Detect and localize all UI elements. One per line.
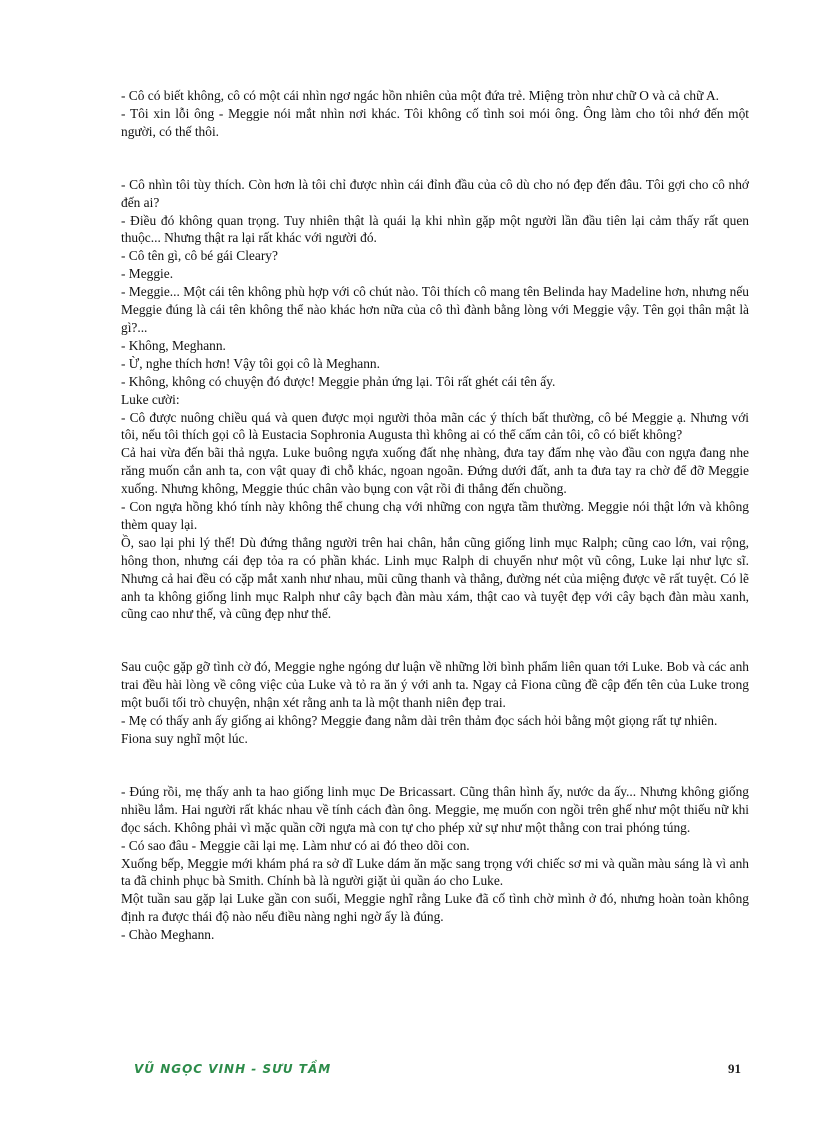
paragraph: - Cô tên gì, cô bé gái Cleary? bbox=[121, 248, 278, 264]
paragraph: - Cô nhìn tôi tùy thích. Còn hơn là tôi chỉ được nhìn cái đỉnh đầu của cô dù cho nó đẹp đến đâu. Tôi gợi cho cô nhớ đến ai? bbox=[121, 176, 749, 210]
paragraph: - Ừ, nghe thích hơn! Vậy tôi gọi cô là Meghann. bbox=[121, 355, 380, 371]
paragraph: Luke cười: bbox=[121, 391, 180, 407]
paragraph: - Không, không có chuyện đó được! Meggie phản ứng lại. Tôi rất ghét cái tên ấy. bbox=[121, 373, 556, 389]
paragraph: Ồ, sao lại phi lý thế! Dù đứng thẳng người trên hai chân, hắn cũng giống linh mục Ralph; cũng cao lớn, vai rộng, hông thon, nhưng cái đẹp tỏa ra có phần khác. Linh mục Ralph di chuyển như một vũ công, Luke lại như lực sĩ. Nhưng cả hai đều có cặp mắt xanh như nhau, mũi cũng thanh và thẳng, đường nét của miệng được vẽ rất tuyệt. Có lẽ anh ta không giống linh mục Ralph như cây bạch đàn màu xám, thật cao và tuyệt đẹp với cây bạch đàn màu xanh, cũng cao như thế, và cũng đẹp như thế. bbox=[121, 534, 749, 622]
paragraph: Fiona suy nghĩ một lúc. bbox=[121, 731, 248, 746]
page-number: 91 bbox=[728, 1061, 741, 1076]
paragraph: - Điều đó không quan trọng. Tuy nhiên thật là quái lạ khi nhìn gặp một người lần đầu tiên lại cảm thấy rất quen thuộc... Nhưng thật ra lại rất khác với người đó. bbox=[121, 212, 749, 246]
paragraph-gap bbox=[121, 623, 749, 658]
paragraph: - Có sao đâu - Meggie cãi lại mẹ. Làm như có ai đó theo dõi con. bbox=[121, 837, 470, 853]
paragraph-gap bbox=[121, 748, 749, 783]
paragraph: - Con ngựa hồng khó tính này không thể chung chạ với những con ngựa tầm thường. Meggie nói thật lớn và không thèm quay lại. bbox=[121, 499, 749, 532]
paragraph: - Mẹ có thấy anh ấy giống ai không? Meggie đang nằm dài trên thảm đọc sách hỏi bằng một giọng rất tự nhiên. bbox=[121, 713, 718, 729]
paragraph: Xuống bếp, Meggie mới khám phá ra sở dĩ Luke dám ăn mặc sang trọng với chiếc sơ mi và quần màu sáng là vì anh ta đã chinh phục bà Smith. Chính bà là người giặt ủi quần áo cho Luke. bbox=[121, 855, 749, 889]
footer-credit: VŨ NGỌC VINH - SƯU TẦM bbox=[134, 1062, 332, 1076]
paragraph: - Meggie... Một cái tên không phù hợp với cô chút nào. Tôi thích cô mang tên Belinda hay Madeline hơn, nhưng nếu Meggie đúng là cái tên không thể nào khác hơn nữa của cô thì đành bằng lòng với Meggie vậy. Tên gọi thân mật là gì?... bbox=[121, 284, 749, 335]
paragraph: - Cô được nuông chiều quá và quen được mọi người thỏa mãn các ý thích bất thường, cô bé Meggie ạ. Nhưng với tôi, nếu tôi thích gọi cô là Eustacia Sophronia Augusta thì không ai có thể cấm cản tôi, cô có biết không? bbox=[121, 409, 749, 443]
paragraph: - Đúng rồi, mẹ thấy anh ta hao giống linh mục De Bricassart. Cũng thân hình ấy, nước da ấy... Nhưng không giống nhiều lắm. Hai người rất khác nhau về tính cách đàn ông. Meggie, mẹ muốn con ngồi trên ghế như một thiếu nữ khi đọc sách. Không phải vì mặc quần cỡi ngựa mà con tự cho phép xử sự như một thằng con trai phóng túng. bbox=[121, 783, 749, 835]
paragraph: Sau cuộc gặp gỡ tình cờ đó, Meggie nghe ngóng dư luận về những lời bình phẩm liên quan tới Luke. Bob và các anh trai đều hài lòng về công việc của Luke và tỏ ra ăn ý với anh ta. Ngay cả Fiona cũng đề cập đến tên của Luke trong một buổi tối trò chuyện, nhận xét rằng anh ta là một thanh niên đẹp trai. bbox=[121, 659, 749, 711]
paragraph: - Meggie. bbox=[121, 266, 174, 282]
paragraph: - Không, Meghann. bbox=[121, 337, 226, 353]
paragraph: Cả hai vừa đến bãi thả ngựa. Luke buông ngựa xuống đất nhẹ nhàng, đưa tay đấm nhẹ vào đầu con ngựa đang nhe răng muốn cắn anh ta, con vật quay đi chỗ khác, ngoan ngoãn. Đứng dưới đất, anh ta đưa tay ra chờ để đỡ Meggie xuống. Nhưng không, Meggie thúc chân vào bụng con vật rồi đi thẳng đến chuồng. bbox=[121, 445, 749, 497]
paragraph: - Chào Meghann. bbox=[121, 927, 215, 943]
paragraph-gap bbox=[121, 141, 749, 176]
paragraph: - Tôi xin lỗi ông - Meggie nói mắt nhìn nơi khác. Tôi không cố tình soi mói ông. Ông làm cho tôi nhớ đến một người, có thế thôi. bbox=[121, 105, 749, 139]
page-body bbox=[121, 87, 749, 944]
paragraph: Một tuần sau gặp lại Luke gần con suối, Meggie nghĩ rằng Luke đã cố tình chờ mình ở đó, nhưng hoàn toàn không định ra được thái độ nào nếu điều nàng nghi ngờ ấy là đúng. bbox=[121, 891, 749, 925]
paragraph: - Cô có biết không, cô có một cái nhìn ngơ ngác hồn nhiên của một đứa trẻ. Miệng tròn như chữ O và cả chữ A. bbox=[121, 88, 720, 103]
